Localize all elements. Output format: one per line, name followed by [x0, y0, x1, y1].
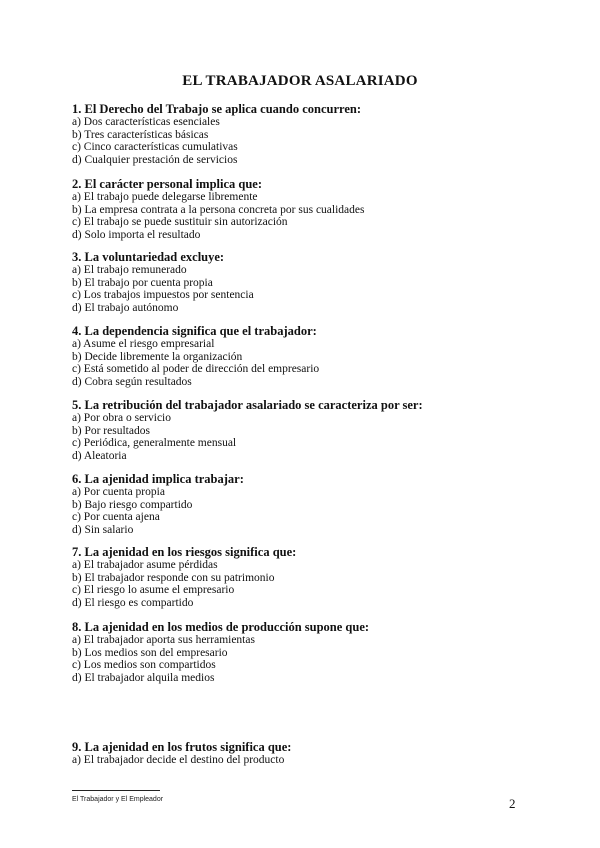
footnote-text: El Trabajador y El Empleador: [72, 796, 164, 803]
option-b: b) Los medios son del empresario: [72, 646, 228, 659]
option-a: a) Dos características esenciales: [72, 116, 220, 128]
option-b: b) Bajo riesgo compartido: [72, 498, 193, 511]
option-d: d) Cobra según resultados: [72, 375, 192, 388]
question-text: 5. La retribución del trabajador asalariado se caracteriza por ser:: [72, 398, 423, 412]
option-a: a) El trabajador decide el destino del producto: [72, 754, 285, 766]
question-text: 7. La ajenidad en los riesgos significa que:: [72, 545, 297, 559]
page-number: 2: [509, 796, 516, 811]
question-9: [72, 741, 542, 767]
option-d: d) Sin salario: [72, 523, 134, 536]
option-d: d) El riesgo es compartido: [72, 596, 194, 609]
question-text: 4. La dependencia significa que el trabajador:: [72, 324, 317, 338]
option-c: c) Los trabajos impuestos por sentencia: [72, 289, 254, 301]
option-b: b) El trabajador responde con su patrimonio: [72, 571, 275, 584]
question-text: 6. La ajenidad implica trabajar:: [72, 472, 244, 486]
option-b: b) Tres características básicas: [72, 128, 209, 141]
option-a: a) Por obra o servicio: [72, 412, 171, 424]
question-text: 2. El carácter personal implica que:: [72, 177, 263, 191]
option-a: a) El trabajo remunerado: [72, 264, 187, 276]
option-d: d) Cualquier prestación de servicios: [72, 153, 238, 166]
question-text: 1. El Derecho del Trabajo se aplica cuando concurren:: [72, 102, 361, 116]
option-a: a) El trabajo puede delegarse libremente: [72, 191, 258, 203]
option-c: c) Por cuenta ajena: [72, 511, 160, 523]
question-5: [72, 399, 542, 462]
footnote-divider: [72, 790, 160, 791]
question-8: [72, 621, 542, 684]
option-b: b) La empresa contrata a la persona concreta por sus cualidades: [72, 203, 365, 216]
option-d: d) Solo importa el resultado: [72, 228, 201, 241]
question-6: [72, 473, 542, 536]
question-text: 8. La ajenidad en los medios de producción supone que:: [72, 620, 370, 634]
option-a: a) Por cuenta propia: [72, 486, 165, 498]
question-1: [72, 103, 542, 166]
option-a: a) El trabajador aporta sus herramientas: [72, 634, 255, 646]
option-b: b) Por resultados: [72, 424, 150, 437]
option-b: b) El trabajo por cuenta propia: [72, 276, 213, 289]
option-c: c) El trabajo se puede sustituir sin autorización: [72, 216, 288, 228]
option-c: c) El riesgo lo asume el empresario: [72, 584, 235, 596]
option-b: b) Decide libremente la organización: [72, 350, 243, 363]
question-7: [72, 546, 542, 609]
question-text: 9. La ajenidad en los frutos significa que:: [72, 740, 292, 754]
option-d: d) El trabajador alquila medios: [72, 671, 215, 684]
question-3: [72, 251, 542, 314]
option-c: c) Cinco características cumulativas: [72, 141, 238, 153]
page-title: EL TRABAJADOR ASALARIADO: [182, 73, 418, 89]
option-c: c) Los medios son compartidos: [72, 659, 216, 671]
question-text: 3. La voluntariedad excluye:: [72, 250, 225, 264]
option-a: a) El trabajador asume pérdidas: [72, 559, 218, 571]
option-c: c) Periódica, generalmente mensual: [72, 437, 237, 449]
question-2: [72, 178, 542, 241]
option-a: a) Asume el riesgo empresarial: [72, 338, 215, 350]
option-d: d) El trabajo autónomo: [72, 301, 179, 314]
question-4: [72, 325, 542, 388]
option-d: d) Aleatoria: [72, 449, 127, 462]
option-c: c) Está sometido al poder de dirección del empresario: [72, 363, 320, 375]
